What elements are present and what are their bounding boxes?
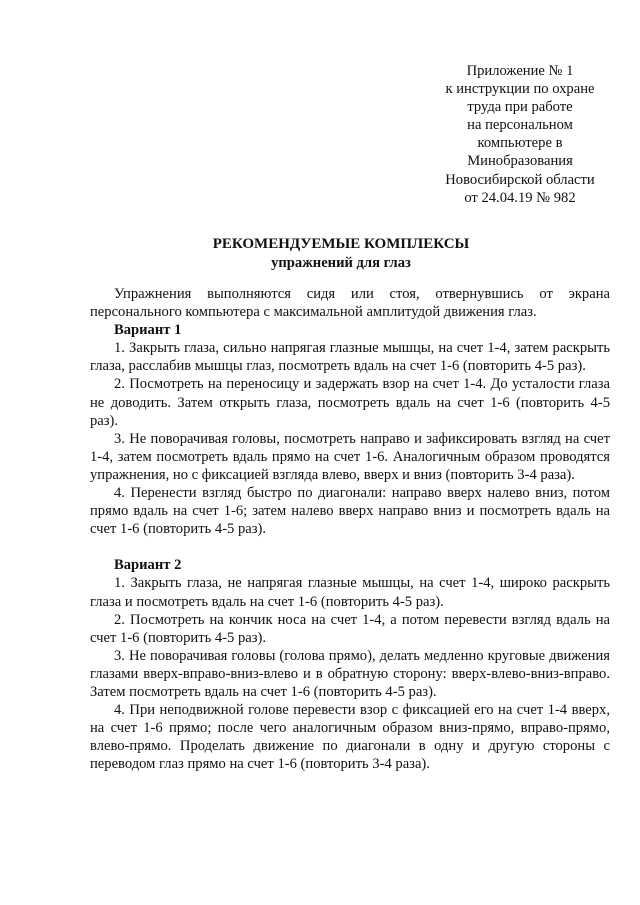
appendix-line: Минобразования <box>467 153 573 170</box>
exercise-item: 1. Закрыть глаза, сильно напрягая глазные мышцы, на счет 1-4, затем раскрыть глаза, расслабив мышцы глаз, посмотреть вдаль на счет 1-6 (повторить 4-5 раз). <box>90 340 610 375</box>
exercise-item: 4. Перенести взгляд быстро по диагонали: направо вверх налево вниз, потом прямо вдаль на счет 1-6; затем налево вверх направо вниз и посмотреть вдаль на счет 1-6 (повторить 4-5 раз). <box>90 485 610 538</box>
appendix-note <box>420 62 620 207</box>
variant-1-section <box>90 321 610 538</box>
variant-2-heading: Вариант 2 <box>114 557 182 574</box>
intro-paragraph: Упражнения выполняются сидя или стоя, отвернувшись от экрана персонального компьютера с максимальной амплитудой движения глаз. <box>90 286 610 321</box>
variant-2-section <box>90 556 610 773</box>
document-body <box>90 285 610 773</box>
exercise-item: 1. Закрыть глаза, не напрягая глазные мышцы, на счет 1-4, широко раскрыть глаза и посмотреть вдаль на счет 1-6 (повторить 4-5 раз). <box>90 575 610 610</box>
appendix-line: компьютере в <box>477 135 563 152</box>
appendix-line: к инструкции по охране <box>445 81 595 98</box>
exercise-item: 2. Посмотреть на переносицу и задержать взор на счет 1-4. До усталости глаза не доводить. Затем открыть глаза, посмотреть вдаль на счет 1-6 (повторить 4-5 раз). <box>90 376 610 429</box>
exercise-item: 4. При неподвижной голове перевести взор с фиксацией его на счет 1-4 вверх, на счет 1-6 прямо; после чего аналогичным образом вниз-прямо, вправо-прямо, влево-прямо. Проделать движение по диагонали в одну и другую стороны с переводом глаз прямо на счет 1-6 (повторить 3-4 раза). <box>90 702 610 773</box>
appendix-line: на персональном <box>467 117 573 134</box>
exercise-item: 3. Не поворачивая головы, посмотреть направо и зафиксировать взгляд на счет 1-4, затем посмотреть вдаль прямо на счет 1-6. Аналогичным образом проводятся упражнения, но с фиксацией взгляда влево, вверх и вниз (повторить 3-4 раза). <box>90 430 610 483</box>
document-title: РЕКОМЕНДУЕМЫЕ КОМПЛЕКСЫ <box>212 236 470 252</box>
exercise-item: 3. Не поворачивая головы (голова прямо), делать медленно круговые движения глазами вверх-вправо-вниз-влево и в обратную сторону: вверх-влево-вниз-вправо. Затем посмотреть вдаль на счет 1-6 (повторить 4-5 раз). <box>90 647 610 700</box>
appendix-line: Приложение № 1 <box>466 63 574 79</box>
variant-1-heading: Вариант 1 <box>114 322 182 339</box>
section-gap <box>90 538 610 556</box>
appendix-line: от 24.04.19 № 982 <box>464 189 576 206</box>
document-subtitle: упражнений для глаз <box>271 255 411 271</box>
exercise-item: 2. Посмотреть на кончик носа на счет 1-4, а потом перевести взгляд вдаль на счет 1-6 (повторить 4-5 раз). <box>90 611 610 646</box>
appendix-line: Новосибирской области <box>445 171 595 188</box>
appendix-line: труда при работе <box>467 99 573 116</box>
